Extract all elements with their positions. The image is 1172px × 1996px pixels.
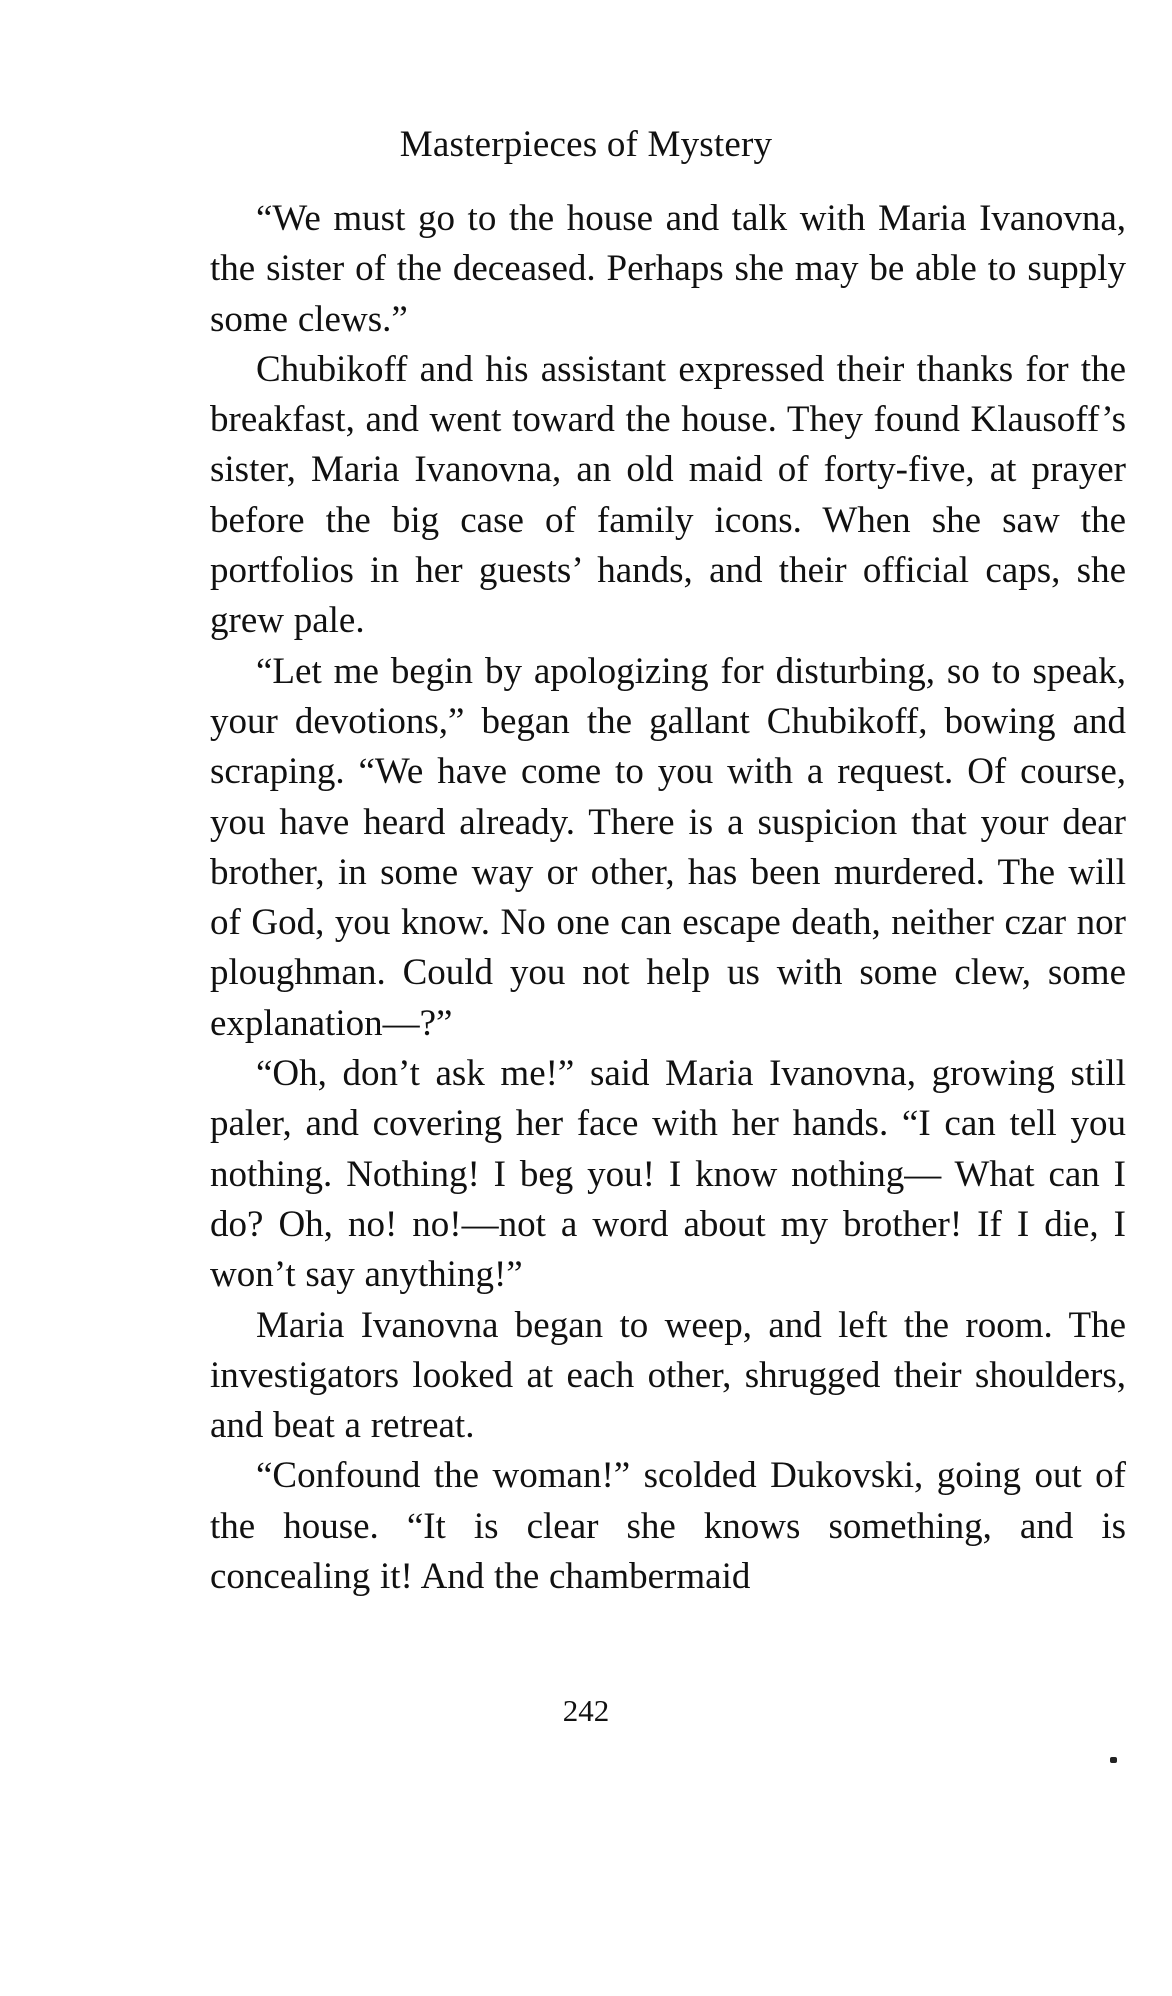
paragraph-2: Chubikoff and his assistant expressed their thanks for the breakfast, and went toward the house. They found Klausoff’s sister, Maria Ivanovna, an old maid of forty-five, at prayer before the big case of family icons. When she saw the portfolios in her guests’ hands, and their official caps, she grew pale.	[210, 348, 1126, 642]
paragraph-5: Maria Ivanovna began to weep, and left the room. The investigators looked at each other, shrugged their shoulders, and beat a retreat.	[210, 1304, 1126, 1447]
paragraph-3: “Let me begin by apologizing for disturbing, so to speak, your devotions,” began the gallant Chubikoff, bowing and scraping. “We have come to you with a request. Of course, you have heard already. There is a suspicion that your dear brother, in some way or other, has been murdered. The will of God, you know. No one can escape death, neither czar nor ploughman. Could you not help us with some clew, some explanation—?”	[210, 650, 1126, 1044]
paragraph-1: “We must go to the house and talk with Maria Ivanovna, the sister of the deceased. Perhaps she may be able to supply some clews.”	[210, 198, 1126, 340]
running-title: Masterpieces of Mystery	[399, 124, 773, 165]
paragraph-4: “Oh, don’t ask me!” said Maria Ivanovna, growing still paler, and covering her face with her hands. “I can tell you nothing. Nothing! I beg you! I know nothing— What can I do? Oh, no! no!—not a word about my brother! If I die, I won’t say anything!”	[210, 1053, 1126, 1296]
body-text	[210, 194, 1126, 1602]
paragraph-6: “Confound the woman!” scolded Dukovski, going out of the house. “It is clear she knows something, and is concealing it! And the chambermaid	[210, 1455, 1126, 1598]
page-number: 242	[562, 1693, 610, 1728]
print-speck	[1110, 1757, 1117, 1763]
